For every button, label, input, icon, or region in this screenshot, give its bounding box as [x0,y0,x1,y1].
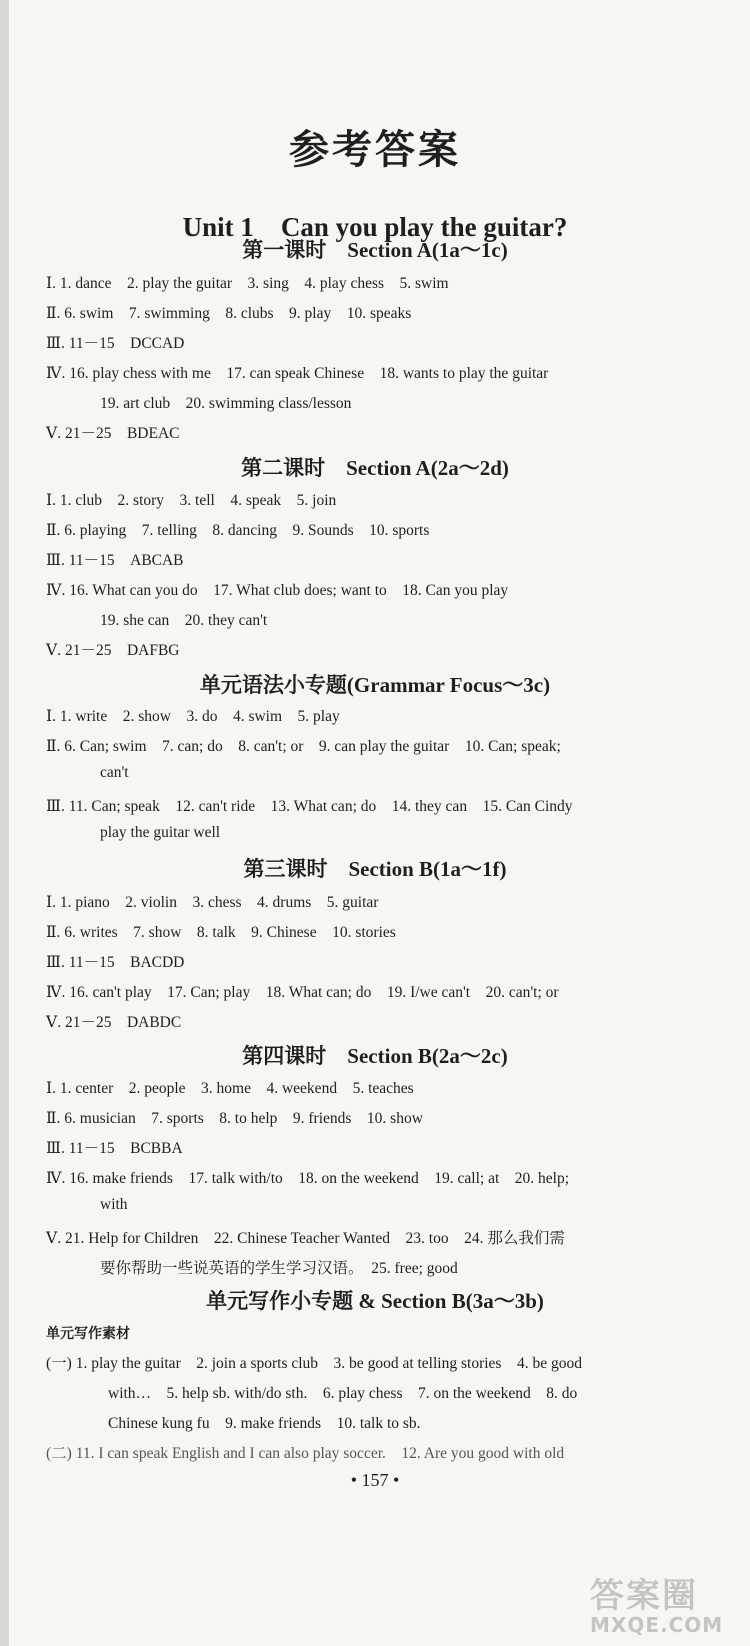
answer-line: Ⅲ. 11. Can; speak 12. can't ride 13. What can; do 14. they can 15. Can Cindy [46,798,573,815]
answer-line: Ⅳ. 16. can't play 17. Can; play 18. What can; do 19. I/we can't 20. can't; or [46,984,559,1001]
answer-line: Ⅴ. 21－25 DAFBG [46,642,180,659]
section-heading: 第二课时 Section A(2a～2d) [241,456,509,480]
answer-line: Chinese kung fu 9. make friends 10. talk to sb. [108,1415,421,1432]
answer-line: Ⅴ. 21. Help for Children 22. Chinese Teacher Wanted 23. too 24. 那么我们需 [46,1230,565,1247]
answer-line: Ⅲ. 11－15 ABCAB [46,552,184,569]
answer-line: 19. art club 20. swimming class/lesson [100,395,352,412]
answer-line: Ⅴ. 21－25 BDEAC [46,425,180,442]
watermark-url: MXQE.COM [590,1613,724,1637]
answer-line: (一) 1. play the guitar 2. join a sports club 3. be good at telling stories 4. be good [46,1355,582,1372]
unit-heading: Unit 1 Can you play the guitar? [182,212,568,242]
watermark-logo: 答案圈 [590,1576,698,1616]
answer-line: Ⅰ. 1. club 2. story 3. tell 4. speak 5. join [46,492,337,509]
page-title: 参考答案 [289,127,461,173]
subsection-heading: 单元写作素材 [46,1326,130,1342]
answer-line: Ⅲ. 11－15 BACDD [46,954,185,971]
answer-line: Ⅰ. 1. piano 2. violin 3. chess 4. drums 5. guitar [46,894,379,911]
answer-line: Ⅱ. 6. Can; swim 7. can; do 8. can't; or 9. can play the guitar 10. Can; speak; [46,738,561,755]
answer-line: with… 5. help sb. with/do sth. 6. play chess 7. on the weekend 8. do [108,1385,578,1402]
section-heading: 单元语法小专题(Grammar Focus～3c) [199,673,551,697]
answer-line: Ⅳ. 16. What can you do 17. What club does; want to 18. Can you play [46,582,509,599]
section-heading: 单元写作小专题 & Section B(3a～3b) [206,1289,544,1313]
answer-line: Ⅳ. 16. make friends 17. talk with/to 18. on the weekend 19. call; at 20. help; [46,1170,570,1187]
answer-line: Ⅲ. 11－15 DCCAD [46,335,185,352]
answer-line: play the guitar well [100,824,221,841]
answer-line: Ⅱ. 6. writes 7. show 8. talk 9. Chinese 10. stories [46,924,396,941]
answer-line: 19. she can 20. they can't [100,612,268,629]
answer-line: Ⅴ. 21－25 DABDC [46,1014,182,1031]
page-number: • 157 • [350,1470,400,1490]
answer-line: Ⅱ. 6. musician 7. sports 8. to help 9. friends 10. show [46,1110,423,1127]
answer-line: Ⅳ. 16. play chess with me 17. can speak Chinese 18. wants to play the guitar [46,365,549,382]
answer-line: Ⅱ. 6. swim 7. swimming 8. clubs 9. play 10. speaks [46,305,412,322]
answer-line: Ⅰ. 1. center 2. people 3. home 4. weekend 5. teaches [46,1080,414,1097]
answer-line: Ⅲ. 11－15 BCBBA [46,1140,183,1157]
answer-line: Ⅰ. 1. dance 2. play the guitar 3. sing 4. play chess 5. swim [46,275,449,292]
answer-line: with [100,1196,128,1213]
answer-line: 要你帮助一些说英语的学生学习汉语。 25. free; good [100,1260,458,1277]
section-heading: 第三课时 Section B(1a～1f) [243,857,507,881]
section-heading: 第一课时 Section A(1a～1c) [242,238,508,262]
watermark [590,1568,740,1640]
section-heading: 第四课时 Section B(2a～2c) [242,1044,508,1068]
answer-line: (二) 11. I can speak English and I can also play soccer. 12. Are you good with old [46,1445,565,1462]
answer-line: Ⅱ. 6. playing 7. telling 8. dancing 9. Sounds 10. sports [46,522,430,539]
answer-line: Ⅰ. 1. write 2. show 3. do 4. swim 5. play [46,708,340,725]
answer-line: can't [100,764,129,781]
